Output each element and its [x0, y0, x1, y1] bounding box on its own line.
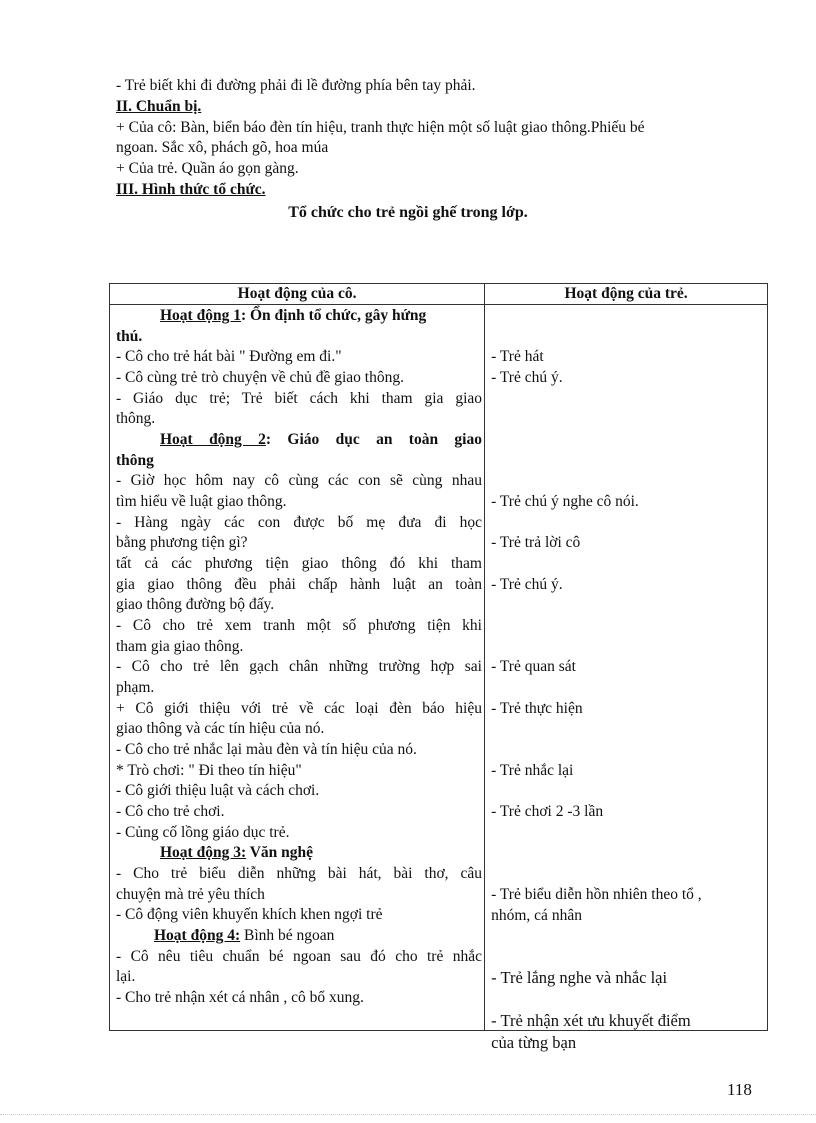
activity-table: [109, 283, 768, 1052]
teacher-line: lại.: [116, 968, 136, 985]
teacher-line: - Cô cho trẻ lên gạch chân những trường hợp sai: [116, 658, 482, 675]
header-teacher-activity: Hoạt động của cô.: [110, 284, 485, 305]
teacher-line: tham gia giao thông.: [116, 638, 244, 655]
header-children-activity: Hoạt động của trẻ.: [485, 284, 768, 305]
children-line: - Trẻ chú ý nghe cô nói.: [491, 493, 639, 510]
organization-title: Tổ chức cho trẻ ngồi ghế trong lớp.: [288, 204, 528, 221]
children-line: - Trẻ quan sát: [491, 658, 576, 675]
teacher-line: + Cô giới thiệu với trẻ về các loại đèn báo hiệu: [116, 700, 482, 717]
teacher-line: - Củng cố lồng giáo dục trẻ.: [116, 824, 290, 841]
teacher-line: gia giao thông đều phải chấp hành luật an toàn: [116, 576, 482, 593]
activity-4-title: Hoạt động 4: Bình bé ngoan: [154, 927, 335, 944]
teacher-line: - Giáo dục trẻ; Trẻ biết cách khi tham gia giao: [116, 390, 482, 407]
teacher-line: - Cho trẻ biểu diễn những bài hát, bài thơ, câu: [116, 865, 482, 882]
teacher-line: bằng phương tiện gì?: [116, 534, 248, 551]
teacher-line: - Cô cho trẻ chơi.: [116, 803, 225, 820]
page-bottom-divider: [0, 1114, 816, 1115]
children-line: - Trẻ chú ý.: [491, 369, 563, 386]
teacher-line: tất cả các phương tiện giao thông đó khi tham: [116, 555, 482, 572]
children-line: - Trẻ thực hiện: [491, 700, 583, 717]
activity-1-title-cont: thú.: [116, 328, 143, 345]
children-line: - Trẻ hát: [491, 348, 544, 365]
section-heading-preparation: II. Chuẩn bị.: [116, 98, 202, 115]
intro-line: - Trẻ biết khi đi đường phải đi lề đường phía bên tay phải.: [116, 77, 476, 94]
teacher-line: chuyện mà trẻ yêu thích: [116, 886, 265, 903]
prep-teacher-line-cont: ngoan. Sắc xô, phách gõ, hoa múa: [116, 139, 329, 156]
activity-2-title-cont: thông: [116, 452, 154, 469]
children-line: - Trẻ chơi 2 -3 lần: [491, 803, 604, 820]
prep-teacher-line: + Của cô: Bàn, biển báo đèn tín hiệu, tranh thực hiện một số luật giao thông.Phiếu bé: [116, 119, 645, 136]
game-title-line: * Trò chơi: " Đi theo tín hiệu": [116, 762, 302, 779]
teacher-line: phạm.: [116, 679, 155, 696]
children-line: - Trẻ lắng nghe và nhắc lại: [491, 968, 668, 987]
children-line: nhóm, cá nhân: [491, 907, 582, 924]
teacher-line: - Giờ học hôm nay cô cùng các con sẽ cùng nhau: [116, 472, 482, 489]
teacher-line: - Cô giới thiệu luật và cách chơi.: [116, 782, 320, 799]
teacher-line: - Hàng ngày các con được bố mẹ đưa đi học: [116, 514, 482, 531]
teacher-line: - Cô cho trẻ hát bài " Đường em đi.": [116, 348, 342, 365]
teacher-line: tìm hiểu về luật giao thông.: [116, 493, 287, 510]
section-heading-organization: III. Hình thức tổ chức.: [116, 181, 266, 198]
teacher-line: - Cô động viên khuyến khích khen ngợi trẻ: [116, 906, 383, 923]
teacher-line: - Cô nêu tiêu chuẩn bé ngoan sau đó cho trẻ nhắc: [116, 948, 482, 965]
children-line: - Trẻ trả lời cô: [491, 534, 581, 551]
activity-1-title: Hoạt động 1: Ổn định tổ chức, gây hứng: [160, 307, 427, 324]
children-line: của từng bạn: [491, 1033, 577, 1052]
children-line: - Trẻ chú ý.: [491, 576, 563, 593]
page-number: 118: [727, 1080, 752, 1099]
teacher-activities-cell: [110, 305, 485, 1031]
activity-2-title: Hoạt động 2: Giáo dục an toàn giao: [160, 431, 482, 448]
children-line: - Trẻ biểu diễn hồn nhiên theo tổ ,: [491, 886, 702, 903]
teacher-line: giao thông và các tín hiệu của nó.: [116, 720, 325, 737]
table-header-row: [110, 284, 768, 305]
table-body-row: [110, 305, 768, 1031]
children-activities-cell: [485, 305, 768, 1052]
activity-3-title: Hoạt động 3: Văn nghệ: [160, 844, 314, 861]
teacher-line: - Cô cùng trẻ trò chuyện về chủ đề giao thông.: [116, 369, 404, 386]
children-line: - Trẻ nhận xét ưu khuyết điểm: [491, 1011, 691, 1030]
children-line: - Trẻ nhắc lại: [491, 762, 574, 779]
teacher-line: - Cho trẻ nhận xét cá nhân , cô bổ xung.: [116, 989, 364, 1006]
teacher-line: giao thông đường bộ đấy.: [116, 596, 275, 613]
teacher-line: - Cô cho trẻ xem tranh một số phương tiện khi: [116, 617, 482, 634]
teacher-line: thông.: [116, 410, 156, 427]
teacher-line: - Cô cho trẻ nhắc lại màu đèn và tín hiệu của nó.: [116, 741, 417, 758]
prep-children-line: + Của trẻ. Quần áo gọn gàng.: [116, 160, 299, 177]
